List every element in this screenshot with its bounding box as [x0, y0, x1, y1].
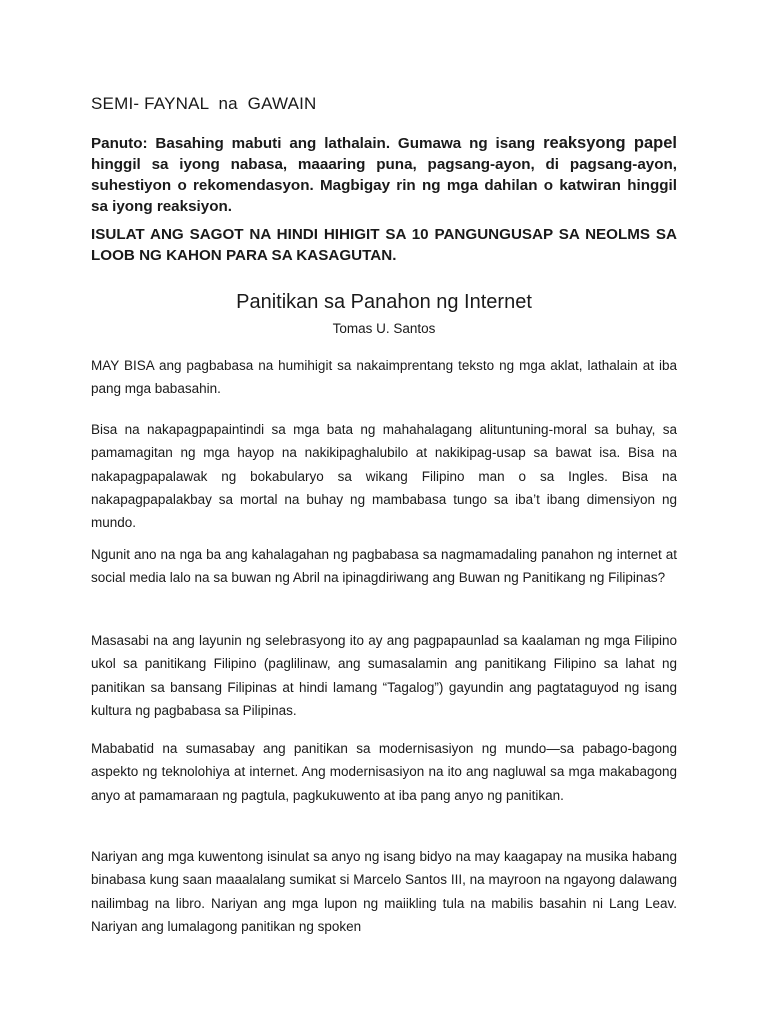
- instructions-text-start: Panuto: Basahing mabuti ang lathalain. Gumawa ng isang: [91, 135, 544, 152]
- article-paragraph-6: Nariyan ang mga kuwentong isinulat sa anyo ng isang bidyo na may kaagapay na musika habang binabasa kung saan maaalalang sumikat si Marcelo Santos III, na mayroon na ngayong dalawang nailimbag na libro. Nariyan ang mga lupon ng maiikling tula na mabilis basahin ni Lang Leav. Nariyan ang lumalagong panitikan ng spoken: [91, 849, 677, 934]
- article-title: Panitikan sa Panahon ng Internet: [236, 291, 532, 313]
- instructions-emphasis: reaksyong papel: [543, 134, 677, 152]
- submission-instructions: ISULAT ANG SAGOT NA HINDI HIHIGIT SA 10 PANGUNGUSAP SA NEOLMS SA LOOB NG KAHON PARA SA KASAGUTAN.: [91, 226, 677, 264]
- article-paragraph-1: MAY BISA ang pagbabasa na humihigit sa nakaimprentang teksto ng mga aklat, lathalain at iba pang mga babasahin.: [91, 358, 677, 397]
- article-paragraph-2: Bisa na nakapagpapaintindi sa mga bata ng mahahalagang alituntuning-moral sa buhay, sa pamamagitan ng mga hayop na nakikipaghalubilo at nakikipag-usap sa bawat isa. Bisa na nakapagpapalawak ng bokabularyo sa wikang Filipino man o sa Ingles. Bisa na nakapagpapalakbay sa mortal na buhay ng mambabasa tungo sa iba’t ibang dimensiyon ng mundo.: [91, 422, 677, 531]
- instructions-paragraph: [91, 133, 677, 217]
- instructions-text-end: hinggil sa iyong nabasa, maaaring puna, pagsang-ayon, di pagsang-ayon, suhestiyon o rekomendasyon. Magbigay rin ng mga dahilan o katwiran hinggil sa iyong reaksiyon.: [91, 156, 677, 215]
- assignment-heading: SEMI- FAYNAL na GAWAIN: [91, 94, 317, 113]
- article-paragraph-4: Masasabi na ang layunin ng selebrasyong ito ay ang pagpapaunlad sa kaalaman ng mga Filipino ukol sa panitikang Filipino (paglilinaw, ang sumasalamin ang panitikang Filipino sa lahat ng panitikan sa bansang Filipinas at hindi lamang “Tagalog”) gayundin ang pagtataguyod ng isang kultura ng pagbabasa sa Pilipinas.: [91, 633, 677, 718]
- article-paragraph-5: Mababatid na sumasabay ang panitikan sa modernisasiyon ng mundo—sa pabago-bagong aspekto ng teknolohiya at internet. Ang modernisasiyon na ito ang nagluwal sa mga makabagong anyo at pamamaraan ng pagtula, pagkukuwento at iba pang anyo ng panitikan.: [91, 741, 677, 803]
- article-paragraph-3: Ngunit ano na nga ba ang kahalagahan ng pagbabasa sa nagmamadaling panahon ng internet at social media lalo na sa buwan ng Abril na ipinagdiriwang ang Buwan ng Panitikang ng Filipinas?: [91, 547, 677, 586]
- article-author: Tomas U. Santos: [332, 321, 436, 336]
